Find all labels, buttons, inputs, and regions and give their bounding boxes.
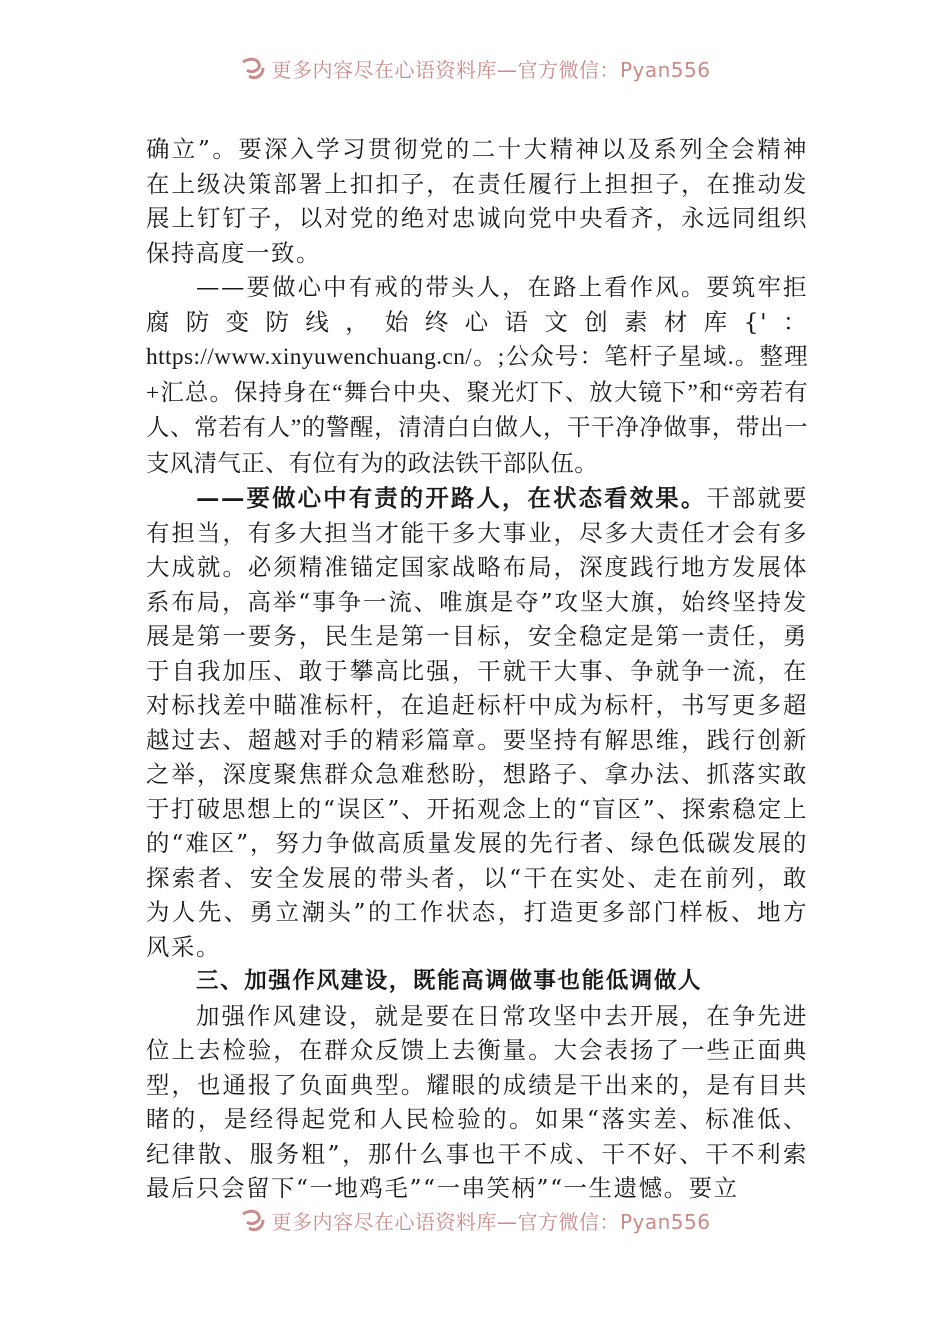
paragraph-4-text: 干部就要有担当，有多大担当才能干多大事业，尽多大责任才会有多大成就。必须精准锚定国家战略布局，深度践行地方发展体系布局，高举“事争一流、唯旗是夺”攻坚大旗，始终坚持发展是第一要务，民生是第一目标，安全稳定是第一责任，勇于自我加压、敢于攀高比强，干就干大事、争就争一流，在对标找差中瞄准标杆，在追赶标杆中成为标杆，书写更多超越过去、超越对手的精彩篇章。要坚持有解思维，践行创新之举，深度聚焦群众急难愁盼，想路子、拿办法、抓落实敢于打破思想上的“误区”、开拓观念上的“盲区”、探索稳定上的“难区”，努力争做高质量发展的先行者、绿色低碳发展的探索者、安全发展的带头者，以“干在实处、走在前列，敢为人先、勇立潮头”的工作状态，打造更多部门样板、地方风采。 (146, 484, 809, 961)
paragraph-3 (146, 339, 808, 481)
paragraph-2: ——要做心中有戒的带头人，在路上看作风。要筑牢拒腐防变防线，始终心语文创素材库{'： (146, 273, 808, 336)
watermark-text: 更多内容尽在心语资料库—官方微信：Pyan556 (271, 58, 711, 82)
paragraph-4 (146, 481, 808, 964)
document-body (146, 132, 808, 1206)
logo-icon (239, 56, 267, 82)
paragraph-1: 确立”。要深入学习贯彻党的二十大精神以及系列全会精神在上级决策部署上扣扣子，在责任履行上担担子，在推动发展上钉钉子，以对党的绝对忠诚向党中央看齐，永远同组织保持高度一致。 (146, 135, 808, 267)
paragraph-3-text: https://www.xinyuwenchuang.cn/。;公众号：笔杆子星域.。整理+汇总。保持身在“舞台中央、聚光灯下、放大镜下”和“旁若有人、常若有人”的警醒，清清白白做人，干干净净做事，带出一支风清气正、有位有为的政法铁干部队伍。 (146, 344, 808, 477)
watermark-bottom (0, 1206, 950, 1240)
watermark-text: 更多内容尽在心语资料库—官方微信：Pyan556 (271, 1210, 711, 1234)
watermark-top (0, 54, 950, 88)
paragraph-4-lead: ——要做心中有责的开路人，在状态看效果。 (196, 484, 707, 512)
paragraph-5: 加强作风建设，就是要在日常攻坚中去开展，在争先进位上去检验，在群众反馈上去衡量。大会表扬了一些正面典型，也通报了负面典型。耀眼的成绩是干出来的，是有目共睹的，是经得起党和人民检验的。如果“落实差、标准低、纪律散、服务粗”，那什么事也干不成、干不好、干不利索最后只会留下“一地鸡毛”“一串笑柄”“一生遗憾。要立 (146, 1001, 808, 1202)
logo-icon (239, 1208, 267, 1234)
section-heading: 三、加强作风建设，既能高调做事也能低调做人 (196, 968, 703, 994)
